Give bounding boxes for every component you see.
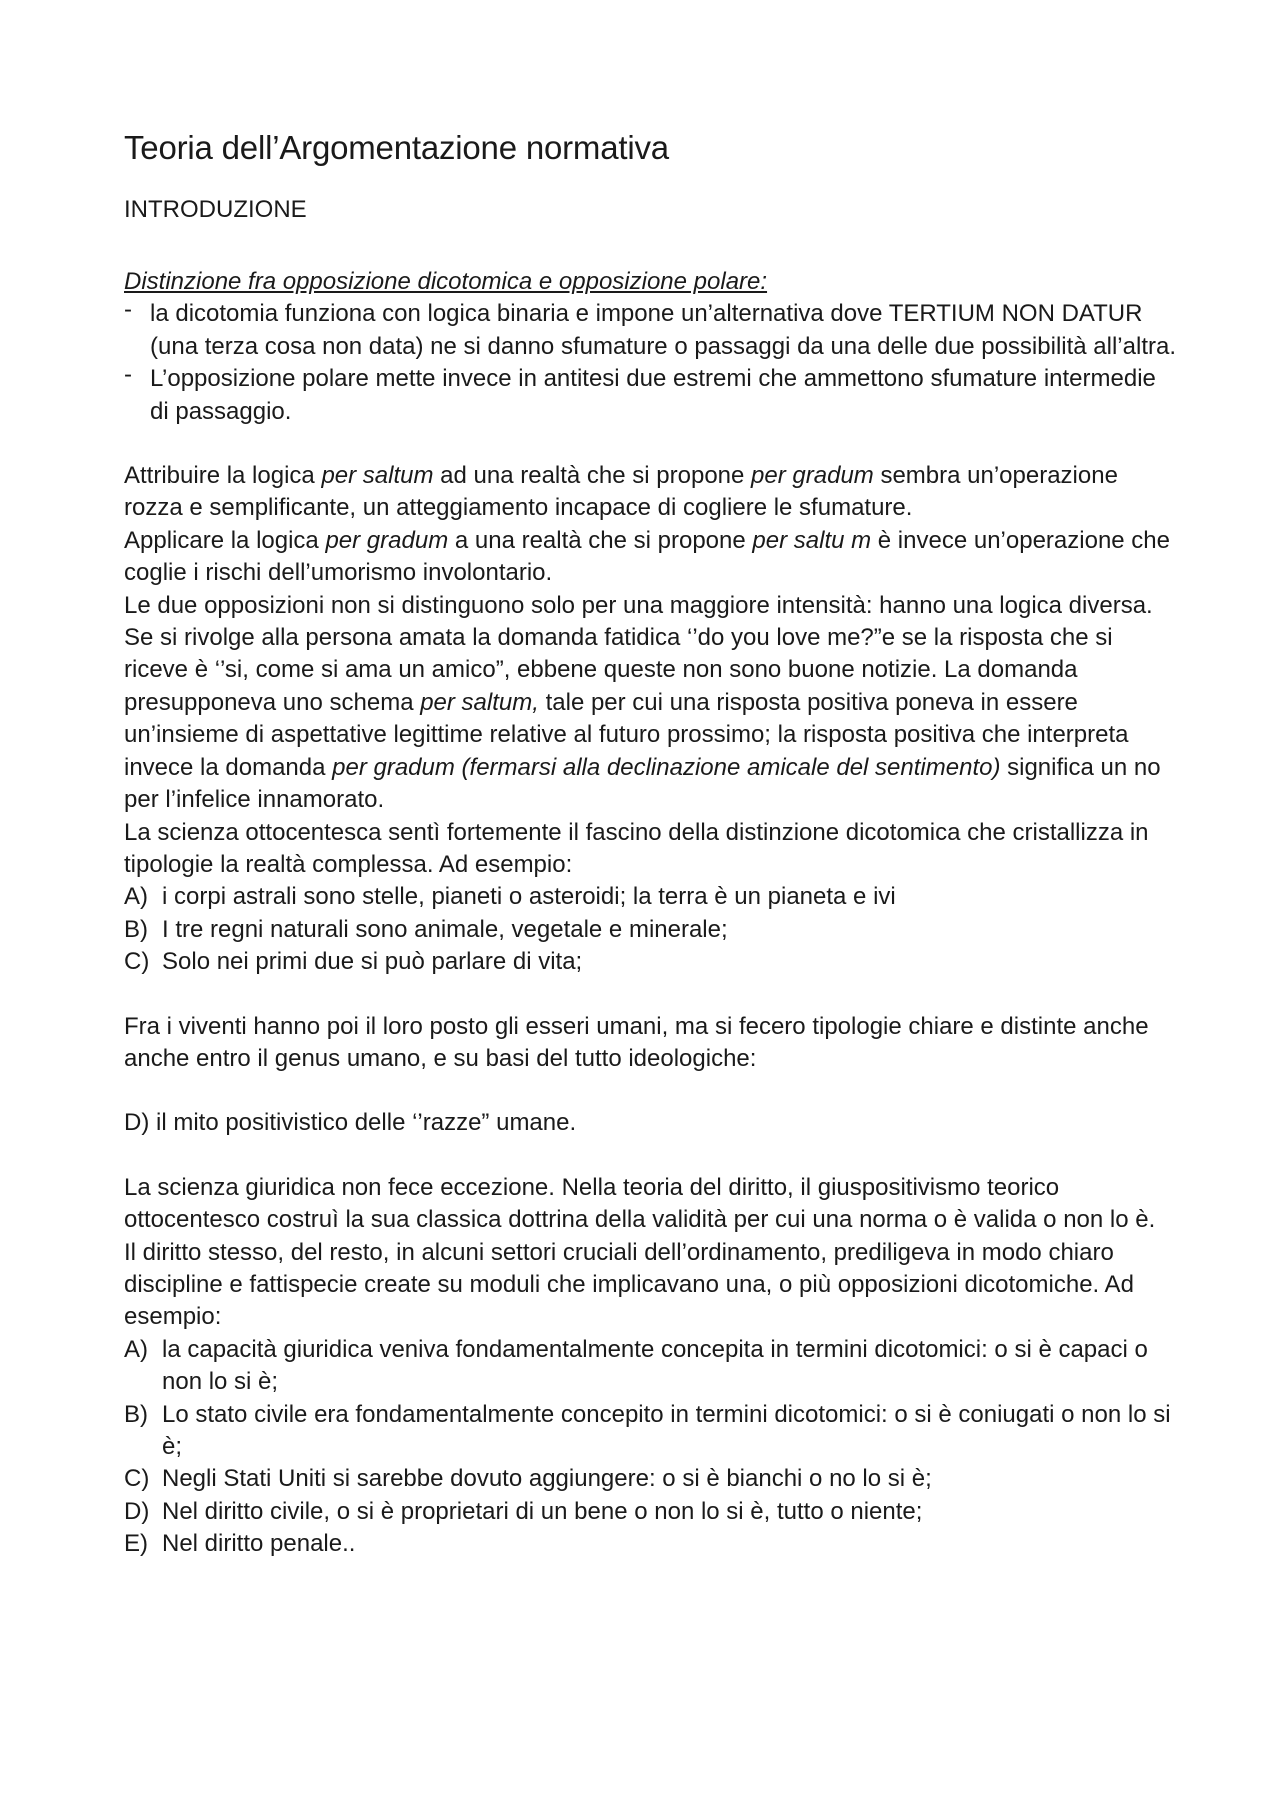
list-marker: E) [124,1530,148,1558]
paragraph: Il diritto stesso, del resto, in alcuni settori cruciali dell’ordinamento, prediligeva in modo chiaro discipline e fattispecie create su moduli che implicavano una, o più opposizioni dicotomiche. Ad esempio: [124,1238,1134,1331]
italic-run: per saltum [321,462,434,490]
italic-run: per gradum [751,462,874,490]
list-marker: B) [124,1400,148,1428]
document-title: Teoria dell’Argomentazione normativa [124,129,669,166]
list-marker: - [124,296,132,324]
italic-run: per gradum (fermarsi alla declinazione amicale del sentimento) [332,753,1001,781]
paragraph: Fra i viventi hanno poi il loro posto gli esseri umani, ma si fecero tipologie chiare e distinte anche anche entro il genus umano, e su basi del tutto ideologiche: [124,1012,1149,1072]
list-item [124,881,1180,913]
text-run: tale per cui una risposta positiva poneva in essere un’insieme di aspettative legittime relative al futuro prossimo; la risposta positiva che interpreta invece la domanda [124,688,1129,781]
text-run: Applicare la logica [124,526,326,554]
paragraph: D) il mito positivistico delle ‘’razze” umane. [124,1109,577,1137]
list-item-text: Nel diritto civile, o si è proprietari di un bene o non lo si è, tutto o niente; [162,1497,923,1525]
paragraph [124,460,1180,525]
list-item-text: la dicotomia funziona con logica binaria e impone un’alternativa dove TERTIUM NON DATUR (una terza cosa non data) ne si danno sfumature o passaggi da una delle due possibilità all’altra. [150,300,1176,360]
list-marker: D) [124,1497,150,1525]
list-item-text: Nel diritto penale.. [162,1530,356,1558]
list-item-text: Negli Stati Uniti si sarebbe dovuto aggiungere: o si è bianchi o no lo si è; [162,1465,932,1493]
list-item [124,1496,1180,1528]
text-run: Le due opposizioni non si distinguono solo per una maggiore intensità: hanno una logica diversa. Se si rivolge alla persona amata la domanda fatidica ‘’do you love me?”e se la risposta che si riceve è ‘’si, come si ama un amico”, ebbene queste non sono buone notizie. La domanda presupponeva uno schema [124,591,1153,716]
text-run: ad una realtà che si propone [433,462,752,490]
alpha-list [124,881,1180,978]
paragraph [124,525,1180,590]
list-marker: C) [124,1465,150,1493]
list-item [124,1463,1180,1495]
list-marker: - [124,361,132,389]
document-body [124,266,1180,1561]
italic-run: per gradum [325,526,449,554]
list-item-text: L’opposizione polare mette invece in antitesi due estremi che ammettono sfumature intermedie di passaggio. [150,365,1156,425]
list-item [124,1528,1180,1560]
list-item [124,363,1180,428]
italic-run: per saltu m [752,526,872,554]
alpha-list [124,1334,1180,1561]
paragraph: La scienza ottocentesca sentì fortemente il fascino della distinzione dicotomica che cristallizza in tipologie la realtà complessa. Ad esempio: [124,818,1149,878]
list-marker: A) [124,1335,148,1363]
section-heading: INTRODUZIONE [124,196,307,223]
list-item [124,914,1180,946]
list-item-text: Lo stato civile era fondamentalmente concepito in termini dicotomici: o si è coniugati o non lo si è; [162,1400,1171,1460]
list-marker: A) [124,883,148,911]
text-run: a una realtà che si propone [448,526,753,554]
paragraph: La scienza giuridica non fece eccezione. Nella teoria del diritto, il giuspositivismo teorico ottocentesco costruì la sua classica dottrina della validità per cui una norma o è valida o non lo è. [124,1173,1156,1234]
text-run: sembra un’operazione rozza e semplificante, un atteggiamento incapace di cogliere le sfumature. [124,462,1118,522]
list-item-text: Solo nei primi due si può parlare di vita; [162,948,583,976]
list-item [124,1399,1180,1464]
italic-run: per saltum, [420,688,539,716]
dash-list [124,298,1180,428]
list-marker: B) [124,915,148,943]
paragraph [124,590,1180,817]
list-item-text: i corpi astrali sono stelle, pianeti o asteroidi; la terra è un pianeta e ivi [162,883,896,911]
subheading: Distinzione fra opposizione dicotomica e opposizione polare: [124,268,768,295]
list-marker: C) [124,948,150,976]
text-run: è invece un’operazione che coglie i rischi dell’umorismo involontario. [124,526,1170,587]
text-run: Attribuire la logica [124,462,322,490]
text-run: significa un no per l’infelice innamorato. [124,753,1161,814]
list-item [124,298,1180,363]
list-item-text: la capacità giuridica veniva fondamentalmente concepita in termini dicotomici: o si è capaci o non lo si è; [162,1335,1148,1396]
list-item [124,946,1180,978]
list-item-text: I tre regni naturali sono animale, vegetale e minerale; [162,915,728,943]
list-item [124,1334,1180,1399]
